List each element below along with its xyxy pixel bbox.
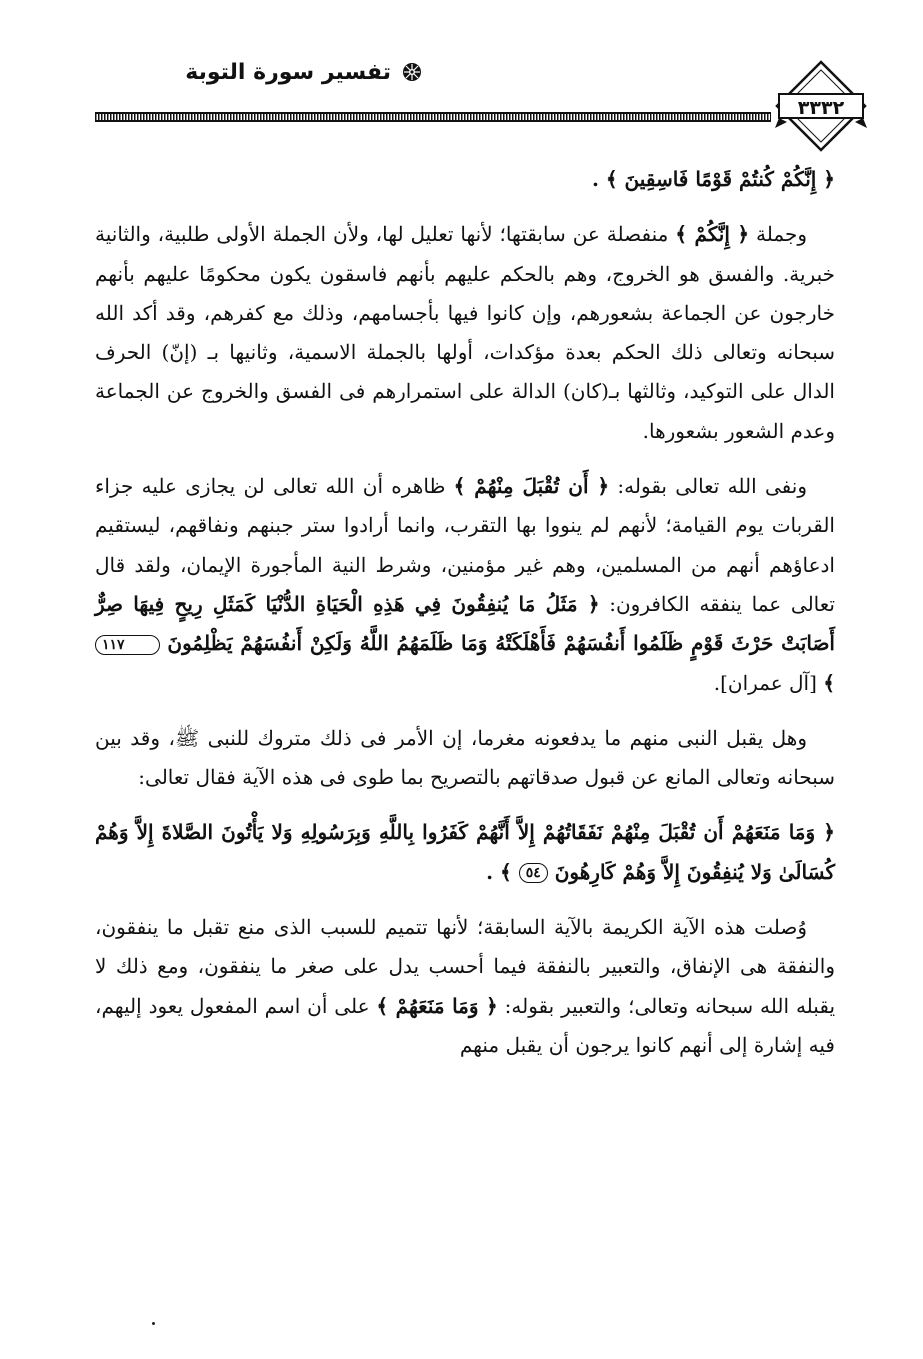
paragraph-text: وُصلت هذه الآية الكريمة بالآية السابقة؛ لأنها تتميم للسبب الذى منع تقبل ما ينفقون، والنفقة هى الإنفاق، والتعبير بالنفقة فيما أحسب يدل على صغر ما ينفقون، ومع ذلك لا يقبله الله سبحانه وتعالى؛ والتعبير بقوله: (95, 915, 836, 1018)
paragraph (95, 160, 835, 199)
paragraph-text: وجملة (749, 222, 807, 247)
page-body (95, 160, 835, 1065)
quran-verse: ﴿ وَمَا مَنَعَهُمْ أَن تُقْبَلَ مِنْهُمْ نَفَقَاتُهُمْ إِلاَّ أَنَّهُمْ كَفَرُوا بِاللَّهِ وَبِرَسُولِهِ وَلا يَأْتُونَ الصَّلاةَ إِلاَّ وَهُمْ كُسَالَىٰ وَلا يُنفِقُونَ إِلاَّ وَهُمْ كَارِهُونَ (95, 820, 835, 884)
verse-number: ٥٤ (519, 863, 548, 883)
running-header (185, 52, 423, 92)
paragraph (95, 908, 835, 1065)
print-speck (152, 1322, 155, 1325)
paragraph (95, 813, 835, 892)
paragraph (95, 215, 835, 451)
quran-verse: ﴿ إِنَّكُمْ كُنتُمْ قَوْمًا فَاسِقِينَ ﴾ . (591, 167, 835, 191)
paragraph-text: منفصلة عن سابقتها؛ لأنها تعليل لها، ولأن الجملة الأولى طلبية، والثانية خبرية. والفسق هو الخروج، وهم بالحكم عليهم بأنهم فاسقون يكون محكومًا عليهم بأنهم خارجون عن الجماعة بشعورهم، وإن كانوا فيها بأجسامهم، وذلك مع كفرهم، وقد أكد الله سبحانه وتعالى ذلك الحكم بعدة مؤكدات، أولها بالجملة الاسمية، وثانيها بـ (إنّ) الحرف الدال على التوكيد، وثالثها بـ(كان) الدالة على استمرارهم فى الفسق والخروج عن الجماعة وعدم الشعور بشعورها. (95, 222, 835, 443)
paragraph-text: وهل يقبل النبى منهم ما يدفعونه مغرما، إن الأمر فى ذلك متروك للنبى ﷺ، وقد بين سبحانه وتعالى المانع عن قبول صدقاتهم بالتصريح بما طوى فى هذه الآية فقال تعالى: (95, 725, 835, 790)
paragraph-text: [آل عمران]. (713, 670, 824, 695)
quran-verse: ﴿ مَثَلُ مَا يُنفِقُونَ فِي هَذِهِ الْحَيَاةِ الدُّنْيَا كَمَثَلِ رِيحٍ فِيهَا صِرٌّ أَصَابَتْ حَرْثَ قَوْمٍ ظَلَمُوا أَنفُسَهُمْ فَأَهْلَكَتْهُ وَمَا ظَلَمَهُمُ اللَّهُ وَلَكِنْ أَنفُسَهُمْ يَظْلِمُونَ (95, 591, 835, 656)
page-number: ٣٣٣٢ (797, 97, 845, 119)
paragraph-text: ظاهره أن الله تعالى لن يجازى عليه جزاء القربات يوم القيامة؛ لأنهم لم ينووا بها التقرب، وانما أرادوا ستر جبنهم ونفاقهم، ليستقيم ادعاؤهم أنهم من المسلمين، وهم غير مؤمنين، وشرط النية المأجورة الإيمان، ولقد قال تعالى عما ينفقه الكافرون: (95, 474, 835, 616)
running-title: تفسير سورة التوبة (185, 59, 391, 85)
header-rule (95, 112, 771, 122)
paragraph (95, 467, 835, 703)
flower-ornament-icon (401, 61, 423, 83)
paragraph-text: على أن اسم المفعول يعود إليهم، فيه إشارة إلى أنهم كانوا يرجون أن يقبل منهم (95, 993, 835, 1057)
quran-verse: ﴿ أَن تُقْبَلَ مِنْهُمْ ﴾ (453, 474, 610, 499)
quran-verse: ﴿ إِنَّكُمْ ﴾ (675, 222, 750, 247)
quran-verse: ﴾ (823, 670, 835, 695)
quran-verse: ﴾ . (486, 859, 519, 884)
verse-number: ١١٧ (95, 635, 160, 655)
paragraph (95, 719, 835, 798)
paragraph-text: ونفى الله تعالى بقوله: (609, 474, 807, 499)
quran-verse: ﴿ وَمَا مَنَعَهُمْ ﴾ (376, 993, 498, 1018)
